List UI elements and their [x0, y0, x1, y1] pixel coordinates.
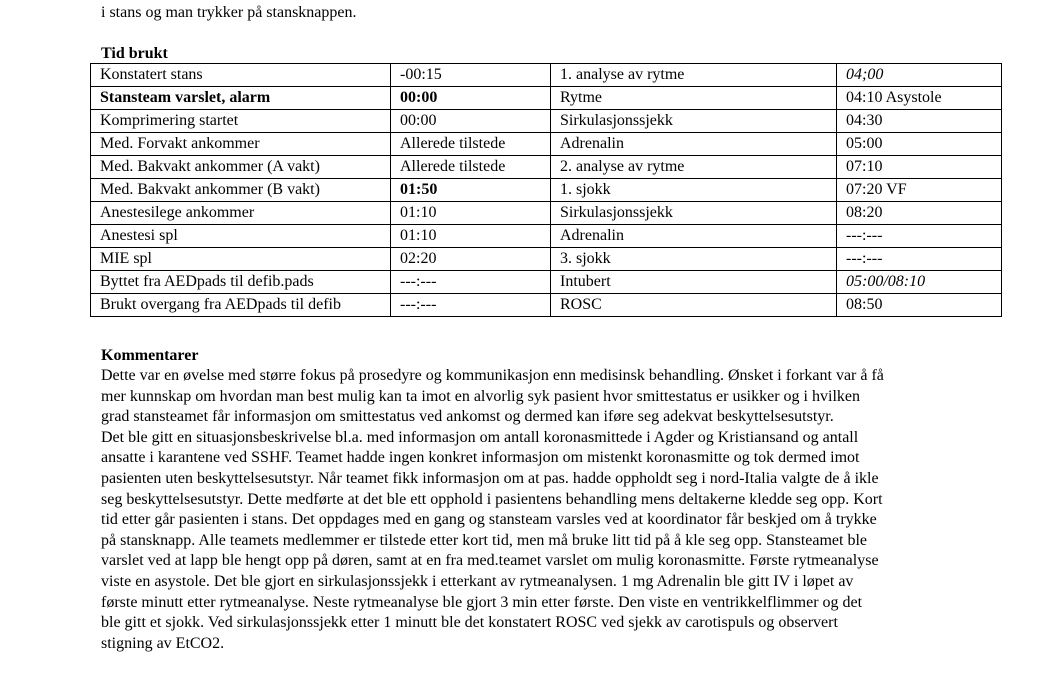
table-cell-time2: 07:20 VF — [837, 179, 1002, 202]
table-cell-event2: Intubert — [551, 271, 837, 294]
table-cell-time: 00:00 — [391, 87, 551, 110]
comment-line: ansatte i karantene ved SSHF. Teamet hadde ingen konkret informasjon om mistenkt koronasmitte og tok dermed imot — [101, 449, 860, 467]
table-cell-event2: 2. analyse av rytme — [551, 156, 837, 179]
table-cell-event2: Sirkulasjonssjekk — [551, 110, 837, 133]
table-row — [91, 202, 1002, 225]
table-cell-event2: ROSC — [551, 294, 837, 317]
comment-line: viste en asystole. Det ble gjort en sirkulasjonssjekk i etterkant av rytmeanalysen. 1 mg Adrenalin ble gitt IV i løpet av — [101, 572, 854, 590]
table-cell-time2: 08:50 — [837, 294, 1002, 317]
table-cell-time: 02:20 — [391, 248, 551, 271]
table-cell-time2: 05:00/08:10 — [837, 271, 1002, 294]
kommentarer-text — [101, 366, 981, 654]
table-cell-event2: Rytme — [551, 87, 837, 110]
comment-line: varslet ved at lapp ble hengt opp på døren, samt at en fra med.teamet varslet om mulig koronasmitte. Første rytmeanalyse — [101, 552, 879, 570]
table-cell-event: Byttet fra AEDpads til defib.pads — [91, 271, 391, 294]
table-cell-time: ---:--- — [391, 294, 551, 317]
comment-line: første minutt etter rytmeanalyse. Neste rytmeanalyse ble gjort 3 min etter første. Den viste en ventrikkelflimmer og det — [101, 593, 863, 611]
table-cell-event2: 3. sjokk — [551, 248, 837, 271]
table-cell-time2: 04:30 — [837, 110, 1002, 133]
table-cell-event2: Adrenalin — [551, 133, 837, 156]
table-cell-time: 01:50 — [391, 179, 551, 202]
table-cell-time2: 08:20 — [837, 202, 1002, 225]
comment-line: Det ble gitt en situasjonsbeskrivelse bl.a. med informasjon om antall koronasmittede i Agder og Kristiansand og antall — [101, 428, 859, 446]
comment-line: pasienten uten beskyttelsesutstyr. Når teamet fikk informasjon om at pas. hadde oppholdt seg i nord-Italia valgte de å ikle — [101, 469, 879, 487]
table-cell-event: Anestesilege ankommer — [91, 202, 391, 225]
table-row — [91, 110, 1002, 133]
table-cell-time: Allerede tilstede — [391, 133, 551, 156]
table-cell-event: Med. Bakvakt ankommer (B vakt) — [91, 179, 391, 202]
table-row — [91, 179, 1002, 202]
table-row — [91, 248, 1002, 271]
table-cell-event: Komprimering startet — [91, 110, 391, 133]
table-cell-time: 01:10 — [391, 225, 551, 248]
comment-line: seg beskyttelsesutstyr. Dette medførte at det ble ett opphold i pasientens behandling mens deltakerne kledde seg opp. Kort — [101, 490, 883, 508]
kommentarer-heading: Kommentarer — [101, 347, 199, 364]
table-cell-time2: ---:--- — [837, 248, 1002, 271]
table-cell-event: Med. Bakvakt ankommer (A vakt) — [91, 156, 391, 179]
table-cell-time: -00:15 — [391, 64, 551, 87]
table-cell-time: 01:10 — [391, 202, 551, 225]
table-row — [91, 225, 1002, 248]
table-cell-event2: Sirkulasjonssjekk — [551, 202, 837, 225]
tid-brukt-table — [90, 63, 1002, 317]
comment-line: på stansknapp. Alle teamets medlemmer er tilstede etter kort tid, men må bruke litt tid på å kle seg opp. Stansteamet ble — [101, 531, 868, 549]
table-cell-event2: 1. sjokk — [551, 179, 837, 202]
table-cell-event: Med. Forvakt ankommer — [91, 133, 391, 156]
comment-line: mer kunnskap om hvordan man best mulig kan ta imot en alvorlig syk pasient hvor smittestatus er usikker og i hvilken — [101, 387, 860, 405]
comment-line: Dette var en øvelse med større fokus på prosedyre og kommunikasjon enn medisinsk behandling. Ønsket i forkant var å få — [101, 367, 884, 384]
table-row — [91, 133, 1002, 156]
table-row — [91, 64, 1002, 87]
tid-brukt-heading: Tid brukt — [101, 45, 168, 62]
table-row — [91, 156, 1002, 179]
table-cell-time2: 04;00 — [837, 64, 1002, 87]
table-cell-time: 00:00 — [391, 110, 551, 133]
table-cell-event: Konstatert stans — [91, 64, 391, 87]
table-cell-event: Stansteam varslet, alarm — [91, 87, 391, 110]
comment-line: grad stansteamet får informasjon om smittestatus ved ankomst og dermed kan iføre seg adekvat beskyttelsesutstyr. — [101, 408, 834, 426]
intro-tail-text: i stans og man trykker på stansknappen. — [101, 4, 357, 21]
comment-line: ble gitt et sjokk. Ved sirkulasjonssjekk etter 1 minutt ble det konstatert ROSC ved sjekk av carotispuls og observert — [101, 614, 838, 632]
table-cell-time: ---:--- — [391, 271, 551, 294]
table-cell-event: Brukt overgang fra AEDpads til defib — [91, 294, 391, 317]
table-cell-time2: 05:00 — [837, 133, 1002, 156]
table-cell-event2: 1. analyse av rytme — [551, 64, 837, 87]
table-cell-event: MIE spl — [91, 248, 391, 271]
table-row — [91, 271, 1002, 294]
table-cell-time2: ---:--- — [837, 225, 1002, 248]
table-cell-event2: Adrenalin — [551, 225, 837, 248]
table-row — [91, 87, 1002, 110]
table-cell-time2: 07:10 — [837, 156, 1002, 179]
table-cell-time2: 04:10 Asystole — [837, 87, 1002, 110]
comment-line: stigning av EtCO2. — [101, 634, 225, 652]
comment-line: tid etter går pasienten i stans. Det oppdages med en gang og stansteam varsles ved at koordinator får beskjed om å trykke — [101, 511, 877, 529]
table-cell-event: Anestesi spl — [91, 225, 391, 248]
table-row — [91, 294, 1002, 317]
table-cell-time: Allerede tilstede — [391, 156, 551, 179]
